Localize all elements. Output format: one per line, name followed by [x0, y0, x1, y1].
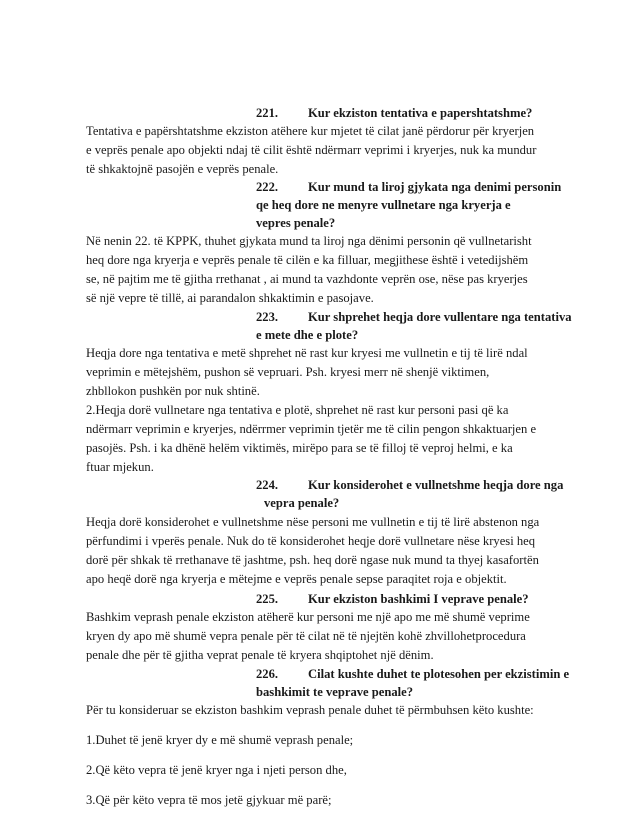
body-line: se, në pajtim me të gjitha rrethanat , ai mund ta vazhdonte veprën ose, nëse pas kryerjes — [86, 272, 528, 286]
question-text: Cilat kushte duhet te plotesohen per ekzistimin e — [308, 667, 570, 681]
body-line: penale dhe për të gjitha veprat penale të kryera shqiptohet një dënim. — [86, 648, 434, 662]
body-line: kryen dy apo më shumë vepra penale për të cilat në të njejtën kohë zhvillohetprocedura — [86, 629, 526, 643]
body-line: të shkaktojnë pasojën e veprës penale. — [86, 162, 279, 176]
list-item: 2.Që këto vepra të jenë kryer nga i njeti person dhe, — [86, 763, 347, 777]
question-text: vepra penale? — [264, 496, 340, 510]
question-text: vepres penale? — [256, 216, 336, 230]
body-line: Heqja dore nga tentativa e metë shprehet në rast kur kryesi me vullnetin e tij të lirë ndal — [86, 346, 528, 360]
question-text: Kur shprehet heqja dore vullentare nga tentativa — [308, 310, 572, 324]
list-item: 3.Që për këto vepra të mos jetë gjykuar më parë; — [86, 793, 332, 807]
body-line: Heqja dorë konsiderohet e vullnetshme nëse personi me vullnetin e tij të lirë abstenon nga — [86, 515, 540, 529]
body-line: Për tu konsideruar se ekziston bashkim veprash penale duhet të përmbuhsen këto kushte: — [86, 703, 534, 717]
question-number: 221. — [256, 106, 279, 120]
body-line: veprimin e mëtejshëm, pushon së vepruari. Psh. kryesi merr në shenjë viktimen, — [86, 365, 490, 379]
body-line: Në nenin 22. të KPPK, thuhet gjykata mund ta liroj nga dënimi personin që vullnetarisht — [86, 234, 532, 248]
body-line: përfundimi i vperës penale. Nuk do të konsiderohet heqje dorë vullnetare nëse kryesi heq — [86, 534, 536, 548]
question-number: 223. — [256, 310, 279, 324]
question-text: e mete dhe e plote? — [256, 328, 359, 342]
question-number: 226. — [256, 667, 279, 681]
body-line: 2.Heqja dorë vullnetare nga tentativa e plotë, shprehet në rast kur personi pasi që ka — [86, 403, 509, 417]
body-line: e veprës penale apo objekti ndaj të cilit është ndërmarr veprimi i kryerjes, nuk ka mundur — [86, 143, 537, 157]
body-line: së një vepre të tillë, ai parandalon shkaktimin e pasojave. — [86, 291, 374, 305]
body-line: zhbllokon pushkën por nuk shtinë. — [86, 384, 260, 398]
question-text: Kur ekziston tentativa e papershtatshme? — [308, 106, 533, 120]
body-line: dorë për shkak të rrethanave të jashtme, psh. heq dorë ngase nuk mund ta thyej kasafortën — [86, 553, 539, 567]
list-item: 1.Duhet të jenë kryer dy e më shumë veprash penale; — [86, 733, 354, 747]
question-text: Kur konsiderohet e vullnetshme heqja dore nga — [308, 478, 564, 492]
question-text: bashkimit te veprave penale? — [256, 685, 414, 699]
question-number: 222. — [256, 180, 279, 194]
body-line: apo heqë dorë nga kryerja e mëtejme e veprës penale sepse paraqitet roja e objektit. — [86, 572, 507, 586]
body-line: ndërmarr veprimin e kryerjes, ndërrmer veprimin tjetër me të cilin pengon shkaktuarjen e — [86, 422, 537, 436]
body-line: Bashkim veprash penale ekziston atëherë kur personi me një apo me më shumë veprime — [86, 610, 530, 624]
question-text: Kur ekziston bashkimi I veprave penale? — [308, 592, 529, 606]
body-line: pasojës. Psh. i ka dhënë helëm viktimës, mirëpo para se të filloj të veproj helmi, e ka — [86, 441, 513, 455]
body-line: Tentativa e papërshtatshme ekziston atëhere kur mjetet të cilat janë përdorur për kryerjen — [86, 124, 535, 138]
body-line: heq dore nga kryerja e veprës penale të cilën e ka filluar, megjithese është i vetedijshëm — [86, 253, 529, 267]
question-text: Kur mund ta liroj gjykata nga denimi personin — [308, 180, 562, 194]
body-line: ftuar mjekun. — [86, 460, 154, 474]
question-number: 224. — [256, 478, 279, 492]
question-text: qe heq dore ne menyre vullnetare nga kryerja e — [256, 198, 511, 212]
question-number: 225. — [256, 592, 279, 606]
